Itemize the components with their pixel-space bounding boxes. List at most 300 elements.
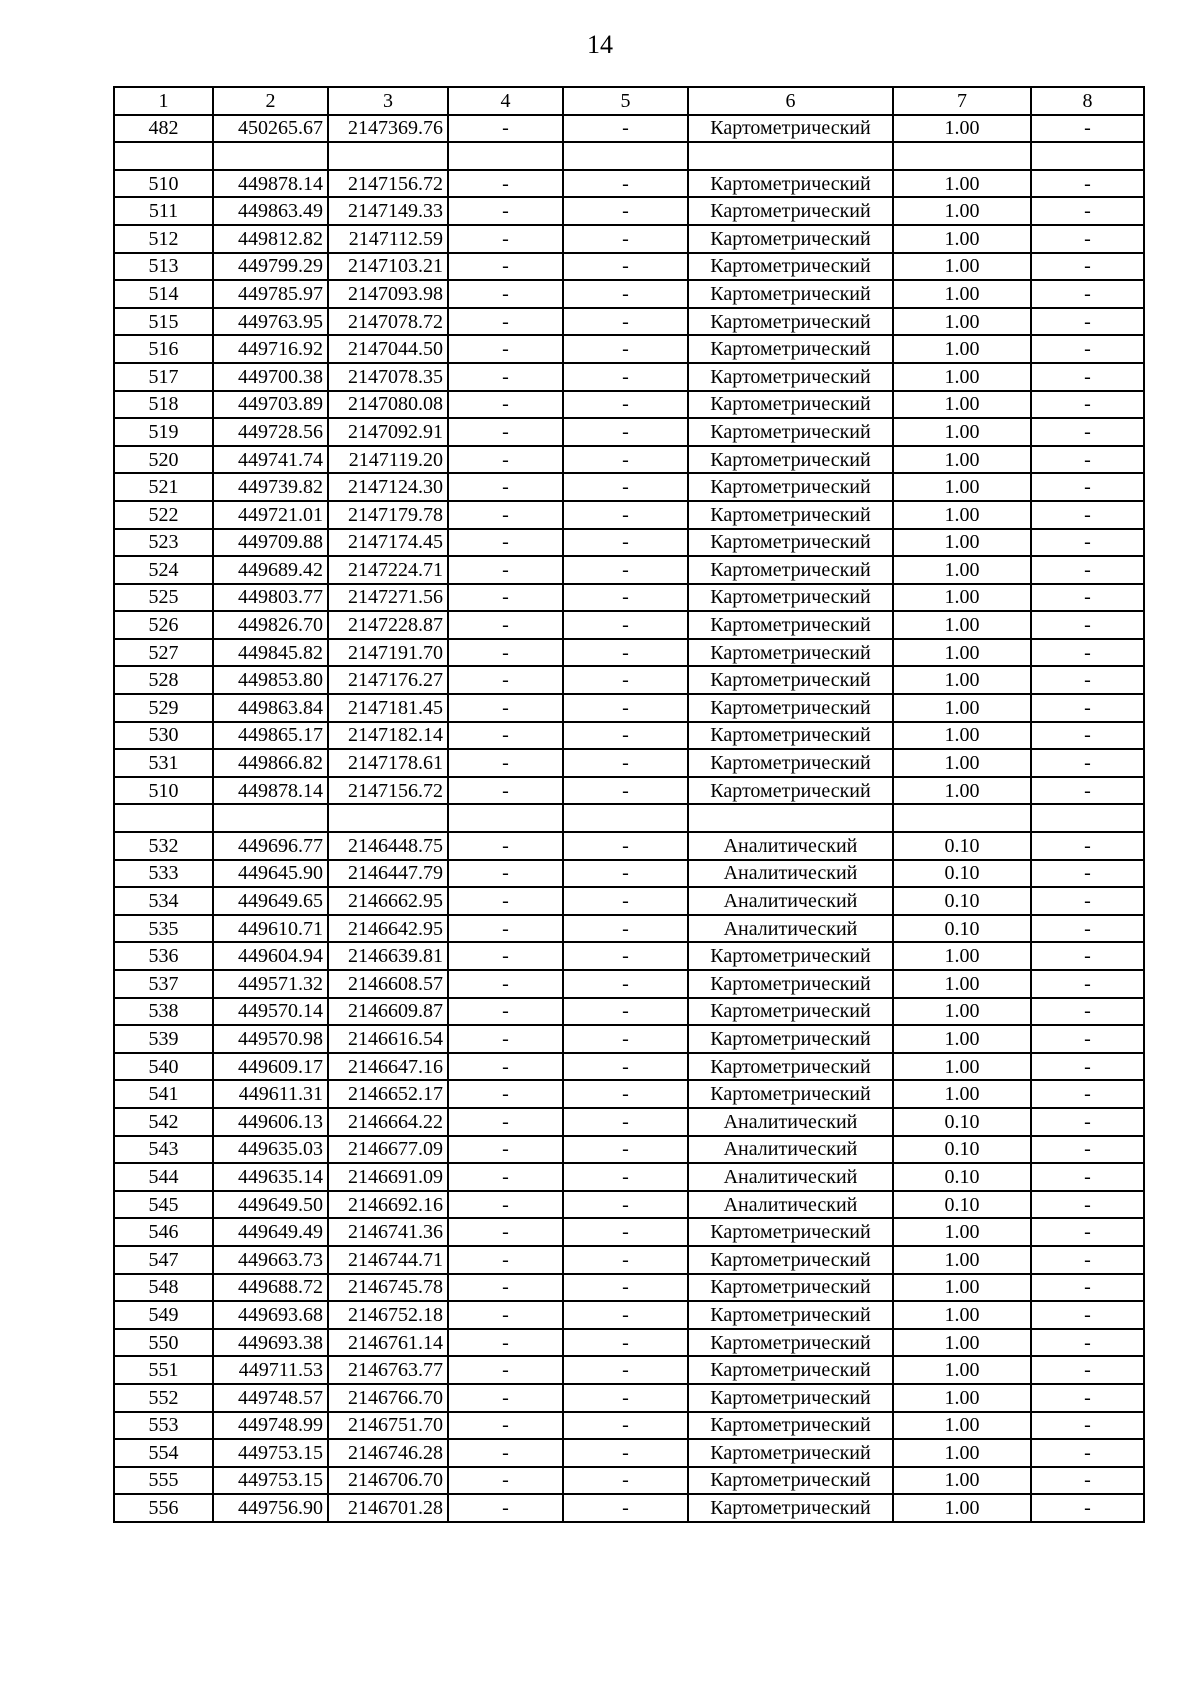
cell-accuracy: 1.00 [893, 1218, 1031, 1246]
table-row [114, 1191, 1144, 1219]
cell-col-8: - [1031, 1412, 1144, 1440]
cell-point-number: 544 [114, 1163, 213, 1191]
table-row [114, 970, 1144, 998]
cell-method: Картометрический [688, 942, 893, 970]
cell-accuracy: 1.00 [893, 611, 1031, 639]
cell-coord-y: 2147149.33 [328, 197, 448, 225]
table-row [114, 611, 1144, 639]
table-row [114, 777, 1144, 805]
cell-point-number: 522 [114, 501, 213, 529]
cell-col-4: - [448, 1412, 563, 1440]
cell-coord-y: 2147369.76 [328, 115, 448, 143]
cell-point-number: 511 [114, 197, 213, 225]
cell-method: Картометрический [688, 170, 893, 198]
coordinates-table [113, 86, 1145, 1523]
cell-col-4: - [448, 1494, 563, 1522]
cell-col-8: - [1031, 280, 1144, 308]
cell-method: Картометрический [688, 749, 893, 777]
cell-col-5: - [563, 529, 688, 557]
cell-coord-y: 2146763.77 [328, 1356, 448, 1384]
column-header-5: 5 [563, 87, 688, 115]
cell-coord-x: 449865.17 [213, 722, 328, 750]
cell-accuracy: 1.00 [893, 1356, 1031, 1384]
cell-method: Картометрический [688, 1467, 893, 1495]
cell-col-8: - [1031, 1163, 1144, 1191]
cell-point-number: 542 [114, 1108, 213, 1136]
cell-col-4: - [448, 473, 563, 501]
cell-col-8: - [1031, 529, 1144, 557]
cell-method: Картометрический [688, 1025, 893, 1053]
cell-col-4: - [448, 998, 563, 1026]
cell-method: Картометрический [688, 501, 893, 529]
table-row [114, 1025, 1144, 1053]
cell-coord-x: 449688.72 [213, 1274, 328, 1302]
cell-method: Аналитический [688, 1191, 893, 1219]
cell-coord-x: 449649.65 [213, 887, 328, 915]
cell-coord-x: 449703.89 [213, 391, 328, 419]
cell-method: Картометрический [688, 1274, 893, 1302]
cell-col-8: - [1031, 694, 1144, 722]
cell-coord-x: 449845.82 [213, 639, 328, 667]
cell-coord-y [328, 804, 448, 832]
cell-accuracy: 1.00 [893, 639, 1031, 667]
cell-col-4: - [448, 584, 563, 612]
cell-method: Картометрический [688, 391, 893, 419]
column-header-2: 2 [213, 87, 328, 115]
cell-point-number: 515 [114, 308, 213, 336]
cell-coord-x: 449645.90 [213, 860, 328, 888]
cell-coord-x: 449812.82 [213, 225, 328, 253]
cell-col-8: - [1031, 253, 1144, 281]
cell-col-5: - [563, 1329, 688, 1357]
cell-accuracy: 1.00 [893, 970, 1031, 998]
cell-col-8: - [1031, 1053, 1144, 1081]
cell-coord-x: 449700.38 [213, 363, 328, 391]
cell-col-5: - [563, 915, 688, 943]
cell-accuracy: 1.00 [893, 1412, 1031, 1440]
cell-point-number: 537 [114, 970, 213, 998]
cell-col-5: - [563, 308, 688, 336]
cell-method: Картометрический [688, 363, 893, 391]
cell-point-number: 555 [114, 1467, 213, 1495]
cell-accuracy: 1.00 [893, 1494, 1031, 1522]
cell-point-number: 528 [114, 666, 213, 694]
cell-coord-y: 2146745.78 [328, 1274, 448, 1302]
cell-col-4: - [448, 722, 563, 750]
cell-col-4: - [448, 197, 563, 225]
cell-col-4: - [448, 694, 563, 722]
table-row [114, 529, 1144, 557]
cell-col-8: - [1031, 501, 1144, 529]
cell-col-4: - [448, 308, 563, 336]
cell-col-5: - [563, 1080, 688, 1108]
cell-col-8: - [1031, 1439, 1144, 1467]
cell-col-8: - [1031, 1494, 1144, 1522]
cell-method: Картометрический [688, 970, 893, 998]
cell-col-5: - [563, 584, 688, 612]
cell-point-number: 518 [114, 391, 213, 419]
cell-coord-x: 449649.49 [213, 1218, 328, 1246]
cell-col-5: - [563, 1384, 688, 1412]
cell-point-number: 548 [114, 1274, 213, 1302]
cell-coord-x: 449756.90 [213, 1494, 328, 1522]
cell-coord-y: 2146746.28 [328, 1439, 448, 1467]
cell-coord-y: 2146692.16 [328, 1191, 448, 1219]
cell-col-4: - [448, 391, 563, 419]
cell-col-8: - [1031, 1218, 1144, 1246]
cell-col-8: - [1031, 1329, 1144, 1357]
cell-col-5: - [563, 363, 688, 391]
cell-accuracy: 1.00 [893, 115, 1031, 143]
cell-col-8: - [1031, 832, 1144, 860]
cell-col-5: - [563, 253, 688, 281]
cell-col-4: - [448, 942, 563, 970]
cell-col-4: - [448, 446, 563, 474]
cell-col-5: - [563, 1494, 688, 1522]
cell-coord-x [213, 804, 328, 832]
cell-col-5: - [563, 1136, 688, 1164]
cell-col-5: - [563, 887, 688, 915]
cell-col-5: - [563, 1163, 688, 1191]
table-row [114, 225, 1144, 253]
cell-method: Картометрический [688, 308, 893, 336]
cell-point-number: 556 [114, 1494, 213, 1522]
cell-point-number: 553 [114, 1412, 213, 1440]
cell-col-8: - [1031, 970, 1144, 998]
cell-col-5: - [563, 115, 688, 143]
table-row [114, 170, 1144, 198]
cell-col-4: - [448, 611, 563, 639]
cell-col-5: - [563, 998, 688, 1026]
cell-col-8: - [1031, 1080, 1144, 1108]
cell-col-5: - [563, 666, 688, 694]
cell-coord-y: 2147224.71 [328, 556, 448, 584]
cell-accuracy: 1.00 [893, 777, 1031, 805]
cell-col-4: - [448, 1246, 563, 1274]
cell-method: Картометрический [688, 1053, 893, 1081]
cell-accuracy: 1.00 [893, 197, 1031, 225]
cell-coord-y: 2147078.35 [328, 363, 448, 391]
cell-method: Картометрический [688, 280, 893, 308]
table-row [114, 1053, 1144, 1081]
cell-coord-y: 2146741.36 [328, 1218, 448, 1246]
table-row [114, 860, 1144, 888]
table-row [114, 584, 1144, 612]
cell-coord-y: 2146751.70 [328, 1412, 448, 1440]
cell-col-8: - [1031, 335, 1144, 363]
cell-coord-x: 449571.32 [213, 970, 328, 998]
cell-col-8: - [1031, 170, 1144, 198]
cell-coord-x: 449693.38 [213, 1329, 328, 1357]
table-header [114, 87, 1144, 115]
cell-coord-y: 2147156.72 [328, 170, 448, 198]
cell-point-number: 549 [114, 1301, 213, 1329]
cell-coord-x: 449635.03 [213, 1136, 328, 1164]
cell-accuracy: 1.00 [893, 749, 1031, 777]
cell-coord-y: 2146642.95 [328, 915, 448, 943]
table-row [114, 363, 1144, 391]
table-row [114, 197, 1144, 225]
cell-coord-x: 449721.01 [213, 501, 328, 529]
cell-method: Аналитический [688, 1108, 893, 1136]
cell-accuracy: 1.00 [893, 1080, 1031, 1108]
cell-accuracy: 1.00 [893, 1439, 1031, 1467]
cell-point-number: 540 [114, 1053, 213, 1081]
cell-method: Картометрический [688, 446, 893, 474]
table-row [114, 391, 1144, 419]
cell-col-4: - [448, 832, 563, 860]
cell-col-5: - [563, 225, 688, 253]
cell-col-5: - [563, 639, 688, 667]
cell-coord-y: 2147124.30 [328, 473, 448, 501]
cell-col-4: - [448, 335, 563, 363]
cell-col-5 [563, 804, 688, 832]
cell-col-8: - [1031, 777, 1144, 805]
cell-coord-x: 449693.68 [213, 1301, 328, 1329]
table-row [114, 666, 1144, 694]
cell-accuracy: 1.00 [893, 722, 1031, 750]
cell-point-number: 524 [114, 556, 213, 584]
page-number: 14 [587, 30, 613, 59]
cell-method: Картометрический [688, 1412, 893, 1440]
table-row [114, 1218, 1144, 1246]
cell-col-5: - [563, 1274, 688, 1302]
cell-point-number: 513 [114, 253, 213, 281]
cell-col-5: - [563, 473, 688, 501]
cell-coord-y: 2146447.79 [328, 860, 448, 888]
cell-col-4: - [448, 115, 563, 143]
table-row [114, 804, 1144, 832]
cell-col-8: - [1031, 556, 1144, 584]
cell-accuracy [893, 804, 1031, 832]
cell-accuracy: 1.00 [893, 1329, 1031, 1357]
cell-coord-y: 2147156.72 [328, 777, 448, 805]
cell-col-4: - [448, 1384, 563, 1412]
table-row [114, 308, 1144, 336]
cell-col-8: - [1031, 584, 1144, 612]
cell-col-5: - [563, 446, 688, 474]
cell-col-5: - [563, 1025, 688, 1053]
cell-col-8: - [1031, 1191, 1144, 1219]
cell-col-4: - [448, 1108, 563, 1136]
cell-method: Картометрический [688, 197, 893, 225]
cell-coord-x: 449696.77 [213, 832, 328, 860]
cell-coord-x: 449609.17 [213, 1053, 328, 1081]
cell-method: Картометрический [688, 1218, 893, 1246]
cell-accuracy: 0.10 [893, 915, 1031, 943]
cell-col-5: - [563, 1467, 688, 1495]
cell-method: Картометрический [688, 777, 893, 805]
cell-col-4: - [448, 1136, 563, 1164]
cell-col-8: - [1031, 1384, 1144, 1412]
cell-col-8: - [1031, 1274, 1144, 1302]
cell-coord-y: 2147092.91 [328, 418, 448, 446]
cell-col-8: - [1031, 391, 1144, 419]
cell-accuracy: 1.00 [893, 1467, 1031, 1495]
column-header-4: 4 [448, 87, 563, 115]
cell-col-4: - [448, 556, 563, 584]
table-row [114, 1108, 1144, 1136]
cell-method: Аналитический [688, 887, 893, 915]
cell-point-number: 545 [114, 1191, 213, 1219]
cell-method: Картометрический [688, 1439, 893, 1467]
cell-accuracy: 0.10 [893, 1191, 1031, 1219]
cell-coord-y: 2147093.98 [328, 280, 448, 308]
cell-coord-y [328, 142, 448, 170]
cell-accuracy: 1.00 [893, 556, 1031, 584]
cell-accuracy: 1.00 [893, 473, 1031, 501]
cell-col-8: - [1031, 860, 1144, 888]
cell-col-5: - [563, 942, 688, 970]
cell-coord-y: 2146706.70 [328, 1467, 448, 1495]
cell-coord-x: 449711.53 [213, 1356, 328, 1384]
cell-col-4: - [448, 225, 563, 253]
cell-col-4: - [448, 1053, 563, 1081]
table-row [114, 501, 1144, 529]
cell-point-number: 517 [114, 363, 213, 391]
cell-coord-y: 2147182.14 [328, 722, 448, 750]
cell-method: Аналитический [688, 1163, 893, 1191]
cell-coord-x: 449739.82 [213, 473, 328, 501]
table-row [114, 749, 1144, 777]
cell-accuracy: 1.00 [893, 391, 1031, 419]
cell-point-number: 529 [114, 694, 213, 722]
table-row [114, 335, 1144, 363]
cell-accuracy [893, 142, 1031, 170]
cell-col-8: - [1031, 473, 1144, 501]
cell-col-5: - [563, 860, 688, 888]
cell-point-number: 527 [114, 639, 213, 667]
cell-col-4: - [448, 1191, 563, 1219]
table-row [114, 1246, 1144, 1274]
cell-col-8: - [1031, 225, 1144, 253]
cell-method: Картометрический [688, 1384, 893, 1412]
column-header-8: 8 [1031, 87, 1144, 115]
table-row [114, 418, 1144, 446]
table-row [114, 1384, 1144, 1412]
cell-point-number: 520 [114, 446, 213, 474]
cell-coord-y: 2146691.09 [328, 1163, 448, 1191]
table-row [114, 253, 1144, 281]
cell-point-number: 533 [114, 860, 213, 888]
cell-col-5: - [563, 832, 688, 860]
cell-col-8: - [1031, 942, 1144, 970]
cell-coord-y: 2147044.50 [328, 335, 448, 363]
cell-coord-x: 449799.29 [213, 253, 328, 281]
table-row [114, 915, 1144, 943]
cell-point-number: 541 [114, 1080, 213, 1108]
cell-coord-x: 449728.56 [213, 418, 328, 446]
cell-col-8: - [1031, 1356, 1144, 1384]
cell-accuracy: 0.10 [893, 1108, 1031, 1136]
cell-coord-y: 2146662.95 [328, 887, 448, 915]
cell-col-5: - [563, 501, 688, 529]
cell-method: Картометрический [688, 998, 893, 1026]
cell-method: Картометрический [688, 473, 893, 501]
cell-accuracy: 1.00 [893, 1246, 1031, 1274]
table-row [114, 832, 1144, 860]
table-row [114, 1494, 1144, 1522]
cell-col-4: - [448, 639, 563, 667]
cell-col-4: - [448, 860, 563, 888]
cell-col-4: - [448, 501, 563, 529]
cell-coord-x: 449606.13 [213, 1108, 328, 1136]
cell-col-5: - [563, 170, 688, 198]
cell-col-5: - [563, 749, 688, 777]
cell-coord-x: 449748.99 [213, 1412, 328, 1440]
cell-col-8: - [1031, 308, 1144, 336]
cell-coord-x: 449763.95 [213, 308, 328, 336]
cell-point-number: 539 [114, 1025, 213, 1053]
cell-accuracy: 0.10 [893, 832, 1031, 860]
cell-col-8 [1031, 804, 1144, 832]
cell-point-number: 512 [114, 225, 213, 253]
cell-accuracy: 1.00 [893, 280, 1031, 308]
cell-point-number: 551 [114, 1356, 213, 1384]
cell-coord-y: 2147112.59 [328, 225, 448, 253]
cell-col-5: - [563, 1053, 688, 1081]
cell-coord-y: 2147228.87 [328, 611, 448, 639]
cell-accuracy: 1.00 [893, 501, 1031, 529]
cell-coord-x: 449741.74 [213, 446, 328, 474]
cell-method: Картометрический [688, 611, 893, 639]
cell-method: Картометрический [688, 1301, 893, 1329]
table-row [114, 694, 1144, 722]
cell-coord-x: 449635.14 [213, 1163, 328, 1191]
cell-method: Картометрический [688, 639, 893, 667]
cell-col-8: - [1031, 1136, 1144, 1164]
cell-col-5: - [563, 1246, 688, 1274]
cell-col-4: - [448, 887, 563, 915]
cell-col-4 [448, 142, 563, 170]
table-row [114, 639, 1144, 667]
header-row [114, 87, 1144, 115]
table-row [114, 942, 1144, 970]
cell-col-8: - [1031, 722, 1144, 750]
cell-col-4: - [448, 253, 563, 281]
cell-col-8: - [1031, 418, 1144, 446]
cell-coord-x: 449863.49 [213, 197, 328, 225]
cell-accuracy: 1.00 [893, 225, 1031, 253]
cell-point-number: 534 [114, 887, 213, 915]
cell-col-4: - [448, 1356, 563, 1384]
cell-col-5: - [563, 280, 688, 308]
cell-method: Аналитический [688, 832, 893, 860]
cell-coord-y: 2147119.20 [328, 446, 448, 474]
cell-coord-x: 449610.71 [213, 915, 328, 943]
table-row [114, 446, 1144, 474]
column-header-1: 1 [114, 87, 213, 115]
cell-coord-y: 2146761.14 [328, 1329, 448, 1357]
cell-point-number: 536 [114, 942, 213, 970]
cell-point-number: 550 [114, 1329, 213, 1357]
cell-method: Картометрический [688, 418, 893, 446]
cell-point-number: 523 [114, 529, 213, 557]
cell-coord-y: 2146616.54 [328, 1025, 448, 1053]
column-header-7: 7 [893, 87, 1031, 115]
cell-method: Картометрический [688, 556, 893, 584]
cell-coord-x: 449570.98 [213, 1025, 328, 1053]
cell-col-8: - [1031, 1025, 1144, 1053]
cell-accuracy: 1.00 [893, 335, 1031, 363]
cell-col-5: - [563, 1218, 688, 1246]
table-body [114, 115, 1144, 1522]
cell-col-5: - [563, 970, 688, 998]
cell-col-8: - [1031, 639, 1144, 667]
cell-col-8: - [1031, 1246, 1144, 1274]
cell-point-number: 514 [114, 280, 213, 308]
cell-accuracy: 1.00 [893, 363, 1031, 391]
